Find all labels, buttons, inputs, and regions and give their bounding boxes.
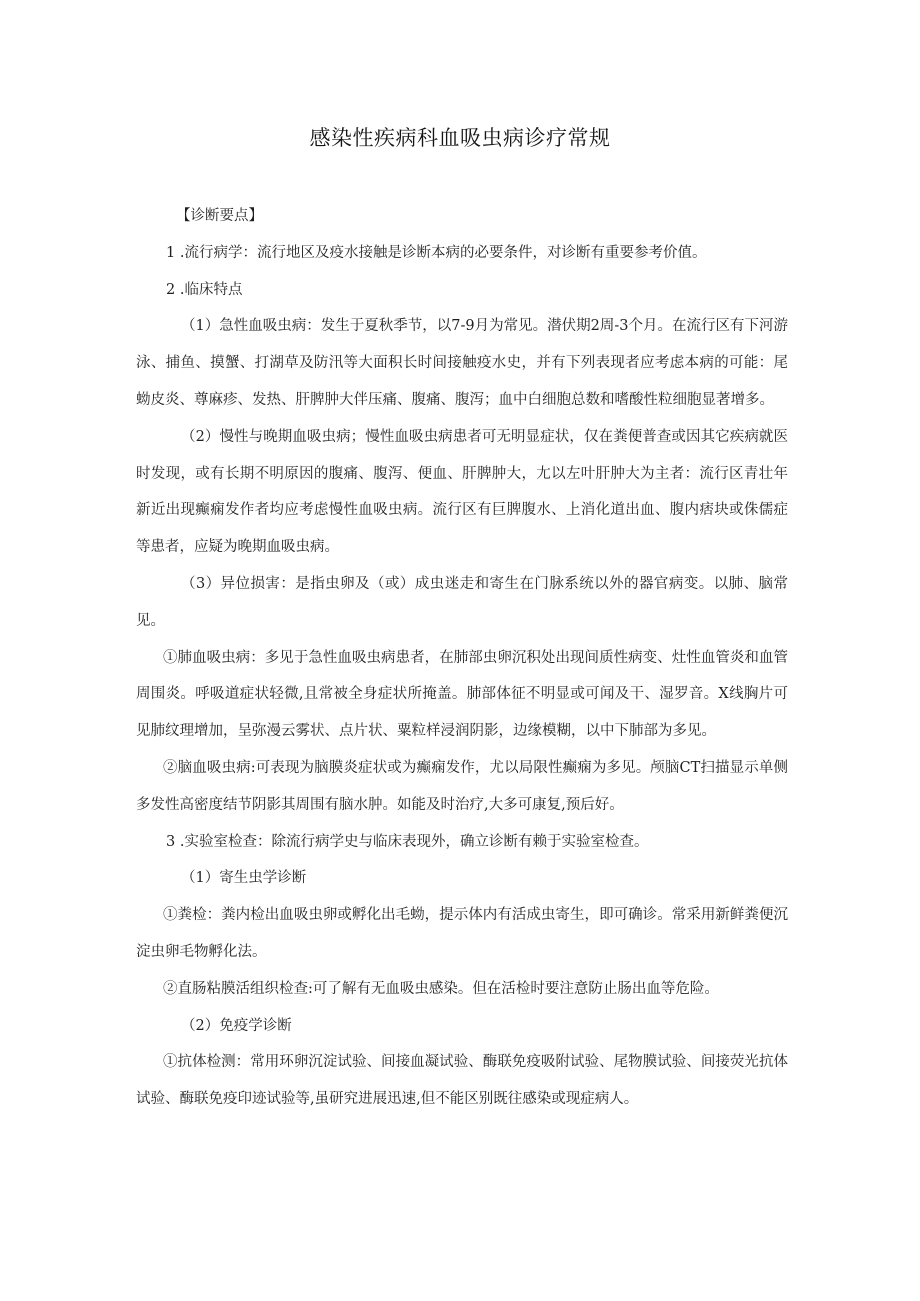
paragraph-immunological-diagnosis: （2）免疫学诊断: [181, 1017, 292, 1034]
paragraph-laboratory-tests: 3 .实验室检查：除流行病学史与临床表现外，确立诊断有赖于实验室检查。: [166, 833, 649, 850]
paragraph-pulmonary-schistosomiasis: ①肺血吸虫病：多见于急性血吸虫病患者，在肺部虫卵沉积处出现间质性病变、灶性血管炎和血管周围炎。呼吸道症状轻微,且常被全身症状所掩盖。肺部体征不明显或可闻及干、湿罗音。X线胸片可见肺纹理增加，呈弥漫云雾状、点片状、粟粒样浸润阴影，边缘模糊，以中下肺部为多见。: [136, 649, 788, 740]
paragraph-clinical-features-heading: 2 .临床特点: [166, 281, 243, 298]
paragraph-stool-exam: ①粪检：粪内检出血吸虫卵或孵化出毛蚴，提示体内有活成虫寄生，即可确诊。常采用新鲜粪便沉淀虫卵毛物孵化法。: [136, 907, 788, 960]
document-body: [136, 198, 788, 1118]
paragraph-rectal-biopsy: ②直肠粘膜活组织检查:可了解有无血吸虫感染。但在活检时要注意防止肠出血等危险。: [163, 980, 719, 997]
paragraph-acute-schistosomiasis: （1）急性血吸虫病：发生于夏秋季节，以7-9月为常见。潜伏期2周-3个月。在流行区有下河游泳、捕鱼、摸蟹、打湖草及防汛等大面积长时间接触疫水史，并有下列表现者应考虑本病的可能：尾蚴皮炎、尊麻疹、发热、肝脾肿大伴压痛、腹痛、腹泻；血中白细胞总数和嗜酸性粒细胞显著增多。: [136, 318, 788, 408]
paragraph-antibody-detection: ①抗体检测：常用环卵沉淀试验、间接血凝试验、酶联免疫吸附试验、尾物膜试验、间接荧光抗体试验、酶联免疫印迹试验等,虽研究进展迅速,但不能区别既往感染或现症病人。: [136, 1054, 788, 1108]
paragraph-cerebral-schistosomiasis: ②脑血吸虫病:可表现为脑膜炎症状或为癫痫发作，尤以局限性癫痫为多见。颅脑CT扫描显示单侧多发性高密度结节阴影其周围有脑水肿。如能及时治疗,大多可康复,预后好。: [136, 759, 788, 813]
section-heading: 【诊断要点】: [176, 208, 263, 224]
paragraph-ectopic-lesions: （3）异位损害：是指虫卵及（或）成虫迷走和寄生在门脉系统以外的器官病变。以肺、脑常见。: [136, 575, 788, 629]
paragraph-chronic-schistosomiasis: （2）慢性与晚期血吸虫病；慢性血吸虫病患者可无明显症状，仅在粪便普查或因其它疾病就医时发现，或有长期不明原因的腹痛、腹泻、便血、肝脾肿大，尢以左叶肝肿大为主者：流行区青壮年新近出现癫痫发作者均应考虑慢性血吸虫病。流行区有巨脾腹水、上消化道出血、腹内痞块或侏儒症等患者，应疑为晚期血吸虫病。: [136, 428, 788, 556]
paragraph-epidemiology: 1 .流行病学：流行地区及疫水接触是诊断本病的必要条件，对诊断有重要参考价值。: [166, 244, 707, 261]
document-title: 感染性疾病科血吸虫病诊疗常规: [309, 126, 611, 150]
paragraph-parasitological-diagnosis: （1）寄生虫学诊断: [181, 870, 307, 887]
